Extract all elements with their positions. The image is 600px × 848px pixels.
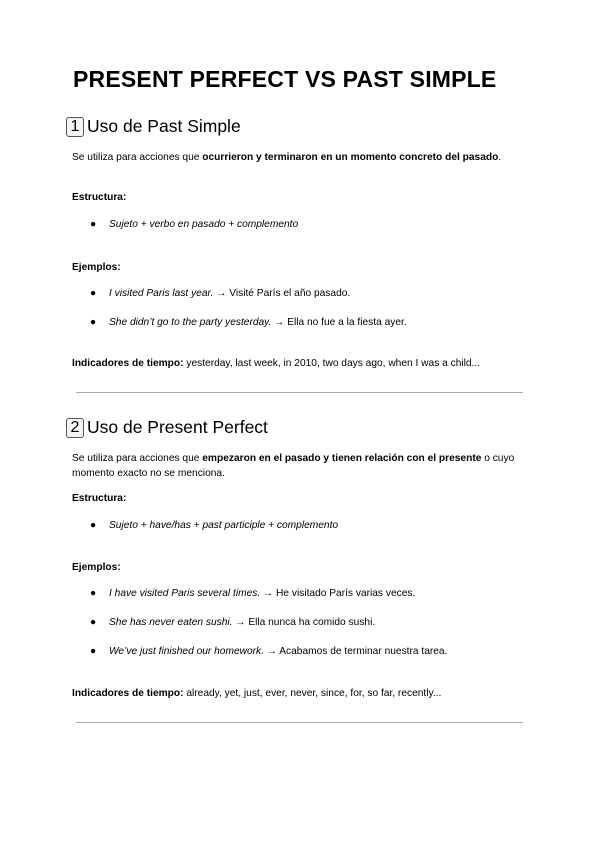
time-indicators-text: yesterday, last week, in 2010, two days ago, when I was a child... <box>183 358 481 369</box>
bullet-dot: ● <box>90 317 97 328</box>
description-text: Se utiliza para acciones que <box>72 152 203 163</box>
section-heading-text: Uso de Past Simple <box>87 116 241 136</box>
example-english: She didn’t go to the party yesterday. <box>109 317 272 328</box>
bullet-dot: ● <box>90 588 97 599</box>
time-indicators-label: Indicadores de tiempo: <box>72 688 184 699</box>
example-english: She has never eaten sushi. <box>109 617 233 628</box>
example-bullet <box>90 588 415 599</box>
time-indicators <box>72 358 480 369</box>
time-indicators-text: already, yet, just, ever, never, since, for, so far, recently... <box>183 688 442 699</box>
description-bold: empezaron en el pasado y tienen relación con el presente <box>202 453 482 464</box>
bullet-dot: ● <box>90 219 97 230</box>
example-bullet <box>90 646 447 657</box>
section-divider <box>76 392 523 393</box>
structure-formula: Sujeto + have/has + past participle + complemento <box>109 520 339 531</box>
structure-label: Estructura: <box>72 192 127 203</box>
section-number-badge: 1 <box>66 117 84 137</box>
section-description <box>72 451 532 481</box>
section-number-badge: 2 <box>66 418 84 438</box>
structure-formula: Sujeto + verbo en pasado + complemento <box>109 219 299 230</box>
examples-label: Ejemplos: <box>72 562 121 573</box>
structure-label: Estructura: <box>72 493 127 504</box>
description-text: Se utiliza para acciones que <box>72 453 203 464</box>
examples-label: Ejemplos: <box>72 262 121 273</box>
example-bullet <box>90 617 375 628</box>
bullet-dot: ● <box>90 288 97 299</box>
description-end: o cuyo momento exacto no se menciona. <box>72 453 515 479</box>
example-spanish: → Ella no fue a la fiesta ayer. <box>271 317 407 328</box>
example-spanish: → Visité París el año pasado. <box>213 288 351 299</box>
example-bullet <box>90 288 350 299</box>
example-spanish: → He visitado París varias veces. <box>260 588 416 599</box>
page-title: PRESENT PERFECT VS PAST SIMPLE <box>73 66 497 92</box>
section-description <box>72 150 532 165</box>
section-heading-text: Uso de Present Perfect <box>87 417 268 437</box>
section-heading-past-simple <box>66 116 241 137</box>
structure-bullet <box>90 219 298 230</box>
section-heading-present-perfect <box>66 417 268 438</box>
example-english: I have visited Paris several times. <box>109 588 261 599</box>
time-indicators <box>72 688 441 699</box>
example-english: We’ve just finished our homework. <box>109 646 264 657</box>
bullet-dot: ● <box>90 617 97 628</box>
example-spanish: → Acabamos de terminar nuestra tarea. <box>263 646 448 657</box>
example-spanish: → Ella nunca ha comido sushi. <box>232 617 376 628</box>
bullet-dot: ● <box>90 520 97 531</box>
bullet-dot: ● <box>90 646 97 657</box>
section-divider <box>76 722 523 723</box>
description-bold: ocurrieron y terminaron en un momento concreto del pasado <box>202 152 499 163</box>
structure-bullet <box>90 520 338 531</box>
time-indicators-label: Indicadores de tiempo: <box>72 358 184 369</box>
example-english: I visited Paris last year. <box>109 288 214 299</box>
example-bullet <box>90 317 407 328</box>
description-end: . <box>498 152 502 163</box>
